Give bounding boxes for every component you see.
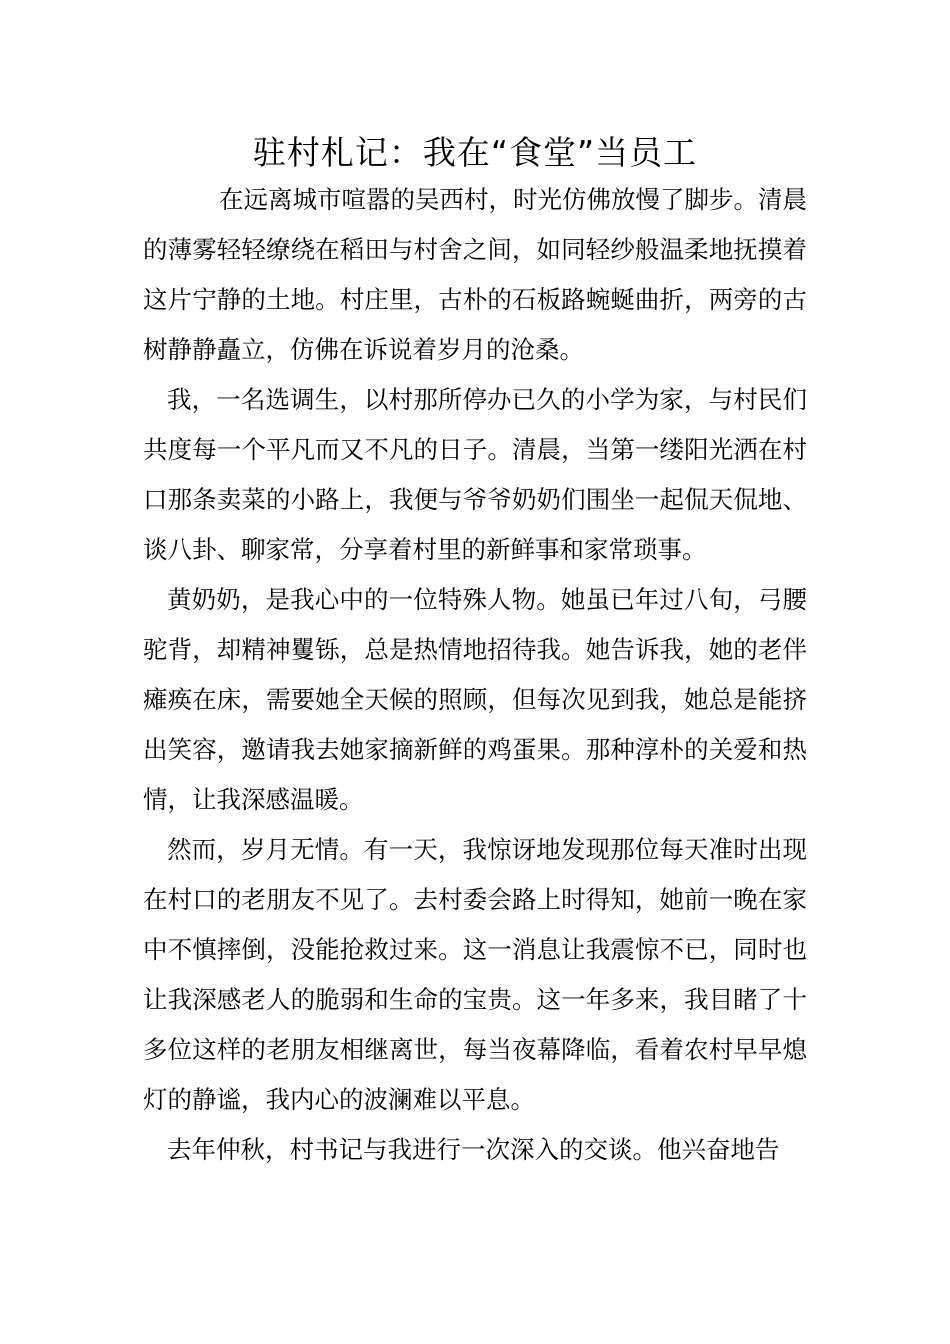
paragraph: 我，一名选调生，以村那所停办已久的小学为家，与村民们共度每一个平凡而又不凡的日子。清晨，当第一缕阳光洒在村口那条卖菜的小路上，我便与爷爷奶奶们围坐一起侃天侃地、谈八卦、聊家常，分享着村里的新鲜事和家常琐事。 (143, 385, 807, 564)
document-body (143, 175, 807, 1175)
paragraph: 在远离城市喧嚣的吴西村，时光仿佛放慢了脚步。清晨的薄雾轻轻缭绕在稻田与村舍之间，如同轻纱般温柔地抚摸着这片宁静的土地。村庄里，古朴的石板路蜿蜒曲折，两旁的古树静静矗立，仿佛在诉说着岁月的沧桑。 (143, 185, 807, 364)
document-title: 驻村札记：我在“食堂”当员工 (252, 133, 698, 172)
paragraph: 然而，岁月无情。有一天，我惊讶地发现那位每天准时出现在村口的老朋友不见了。去村委会路上时得知，她前一晚在家中不慎摔倒，没能抢救过来。这一消息让我震惊不已，同时也让我深感老人的脆弱和生命的宝贵。这一年多来，我目睹了十多位这样的老朋友相继离世，每当夜幕降临，看着农村早早熄灯的静谧，我内心的波澜难以平息。 (143, 835, 807, 1114)
paragraph: 黄奶奶，是我心中的一位特殊人物。她虽已年过八旬，弓腰驼背，却精神矍铄，总是热情地招待我。她告诉我，她的老伴瘫痪在床，需要她全天候的照顾，但每次见到我，她总是能挤出笑容，邀请我去她家摘新鲜的鸡蛋果。那种淳朴的关爱和热情，让我深感温暖。 (143, 585, 807, 814)
paragraph: 去年仲秋，村书记与我进行一次深入的交谈。他兴奋地告 (167, 1135, 780, 1164)
